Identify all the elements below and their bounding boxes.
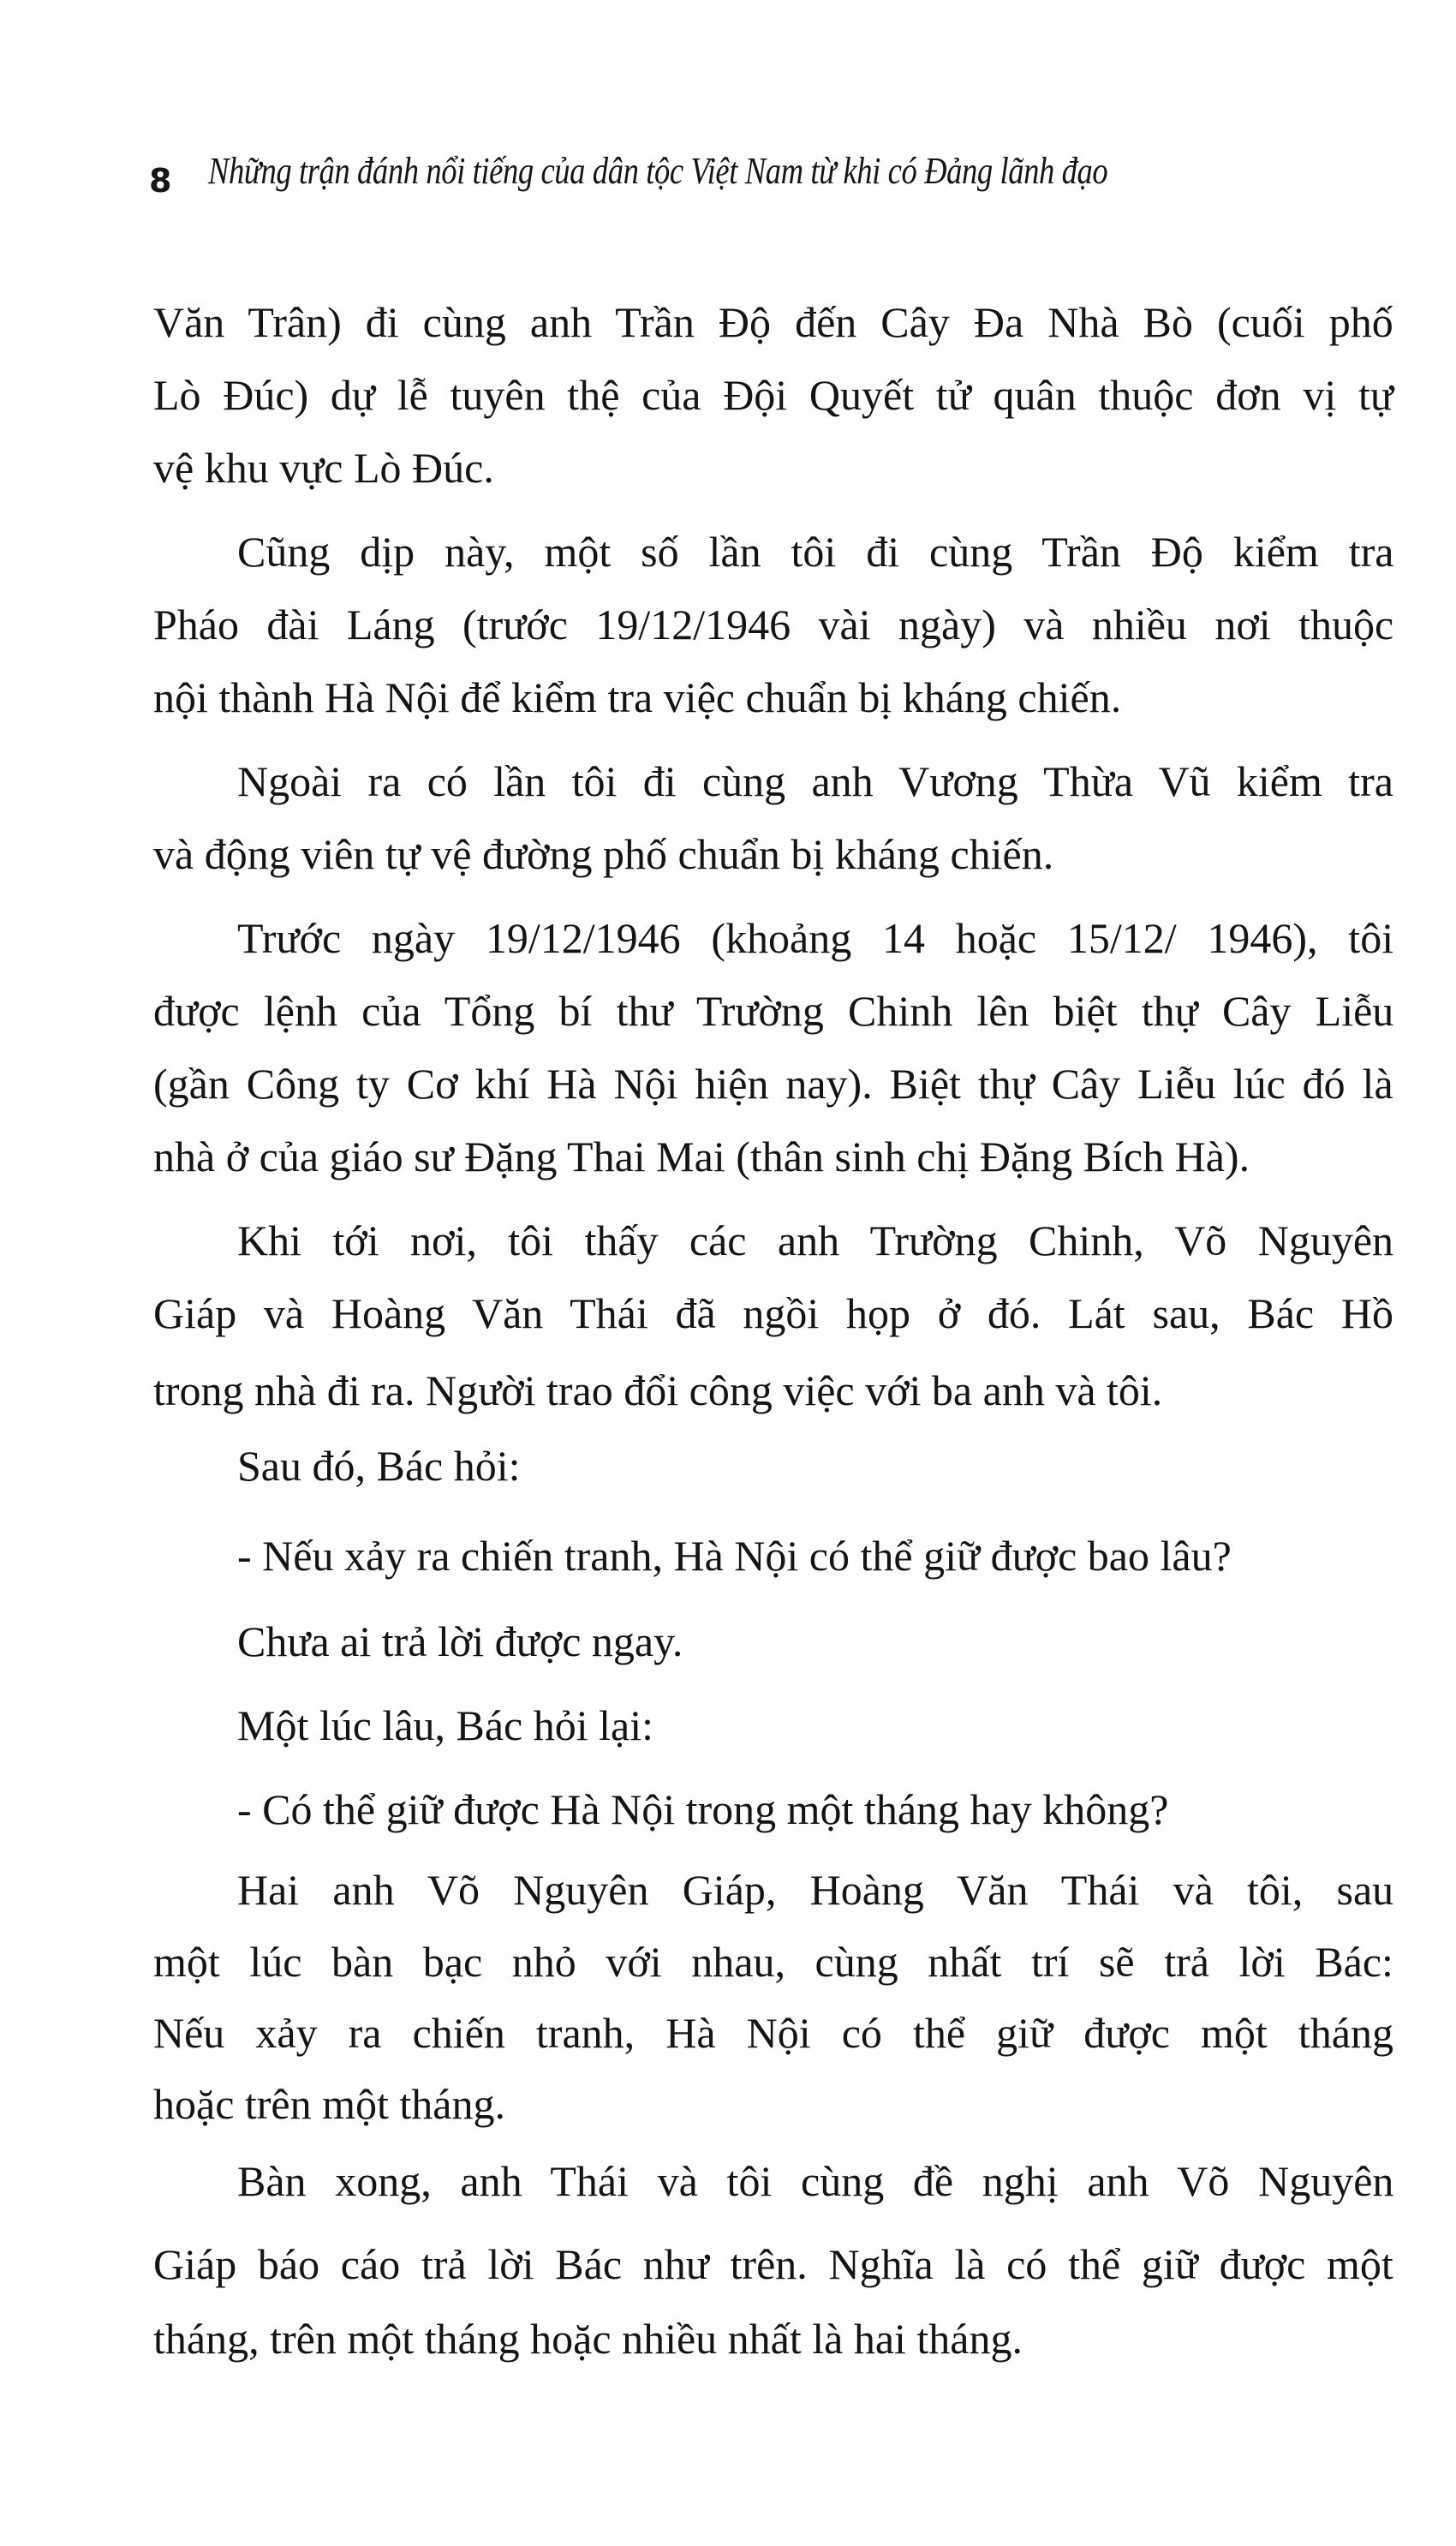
text-line: Một lúc lâu, Bác hỏi lại: <box>237 1701 654 1749</box>
text-line: - Nếu xảy ra chiến tranh, Hà Nội có thể giữ được bao lâu? <box>237 1532 1232 1580</box>
text-line: Trước ngày 19/12/1946 (khoảng 14 hoặc 15/12/ 1946), tôi <box>237 914 1394 962</box>
text-line: - Có thể giữ được Hà Nội trong một tháng hay không? <box>237 1785 1169 1833</box>
text-line: Lò Đúc) dự lễ tuyên thệ của Đội Quyết tử quân thuộc đơn vị tự <box>153 371 1393 419</box>
text-line: Giáp và Hoàng Văn Thái đã ngồi họp ở đó. Lát sau, Bác Hồ <box>153 1289 1393 1337</box>
text-line: một lúc bàn bạc nhỏ với nhau, cùng nhất trí sẽ trả lời Bác: <box>153 1938 1393 1986</box>
text-line: hoặc trên một tháng. <box>153 2080 505 2128</box>
text-line: được lệnh của Tổng bí thư Trường Chinh lên biệt thự Cây Liễu <box>153 987 1394 1035</box>
text-line: Khi tới nơi, tôi thấy các anh Trường Chinh, Võ Nguyên <box>237 1216 1394 1264</box>
text-line: Sau đó, Bác hỏi: <box>237 1442 521 1490</box>
text-line: Pháo đài Láng (trước 19/12/1946 vài ngày) và nhiều nơi thuộc <box>153 601 1394 648</box>
text-line: Hai anh Võ Nguyên Giáp, Hoàng Văn Thái và tôi, sau <box>237 1866 1394 1914</box>
text-line: Giáp báo cáo trả lời Bác như trên. Nghĩa là có thể giữ được một <box>153 2240 1393 2288</box>
text-line: trong nhà đi ra. Người trao đổi công việc với ba anh và tôi. <box>153 1366 1163 1414</box>
text-line: Văn Trân) đi cùng anh Trần Độ đến Cây Đa Nhà Bò (cuối phố <box>153 298 1393 346</box>
text-line: Cũng dịp này, một số lần tôi đi cùng Trần Độ kiểm tra <box>237 528 1394 576</box>
text-line: và động viên tự vệ đường phố chuẩn bị kháng chiến. <box>153 830 1054 878</box>
text-line: vệ khu vực Lò Đúc. <box>153 444 494 492</box>
text-line: nhà ở của giáo sư Đặng Thai Mai (thân sinh chị Đặng Bích Hà). <box>153 1133 1250 1180</box>
text-line: (gần Công ty Cơ khí Hà Nội hiện nay). Biệt thự Cây Liễu lúc đó là <box>153 1060 1393 1108</box>
text-line: nội thành Hà Nội để kiểm tra việc chuẩn bị kháng chiến. <box>153 673 1122 721</box>
page-number: 8 <box>149 162 172 200</box>
text-line: tháng, trên một tháng hoặc nhiều nhất là hai tháng. <box>153 2315 1023 2363</box>
text-line: Nếu xảy ra chiến tranh, Hà Nội có thể giữ được một tháng <box>153 2009 1393 2057</box>
text-line: Ngoài ra có lần tôi đi cùng anh Vương Thừa Vũ kiểm tra <box>237 757 1393 805</box>
text-line: Bàn xong, anh Thái và tôi cùng đề nghị anh Võ Nguyên <box>237 2157 1394 2205</box>
text-line: Chưa ai trả lời được ngay. <box>237 1617 683 1665</box>
running-title: Những trận đánh nổi tiếng của dân tộc Việt Nam từ khi có Đảng lãnh đạo <box>208 150 1108 192</box>
